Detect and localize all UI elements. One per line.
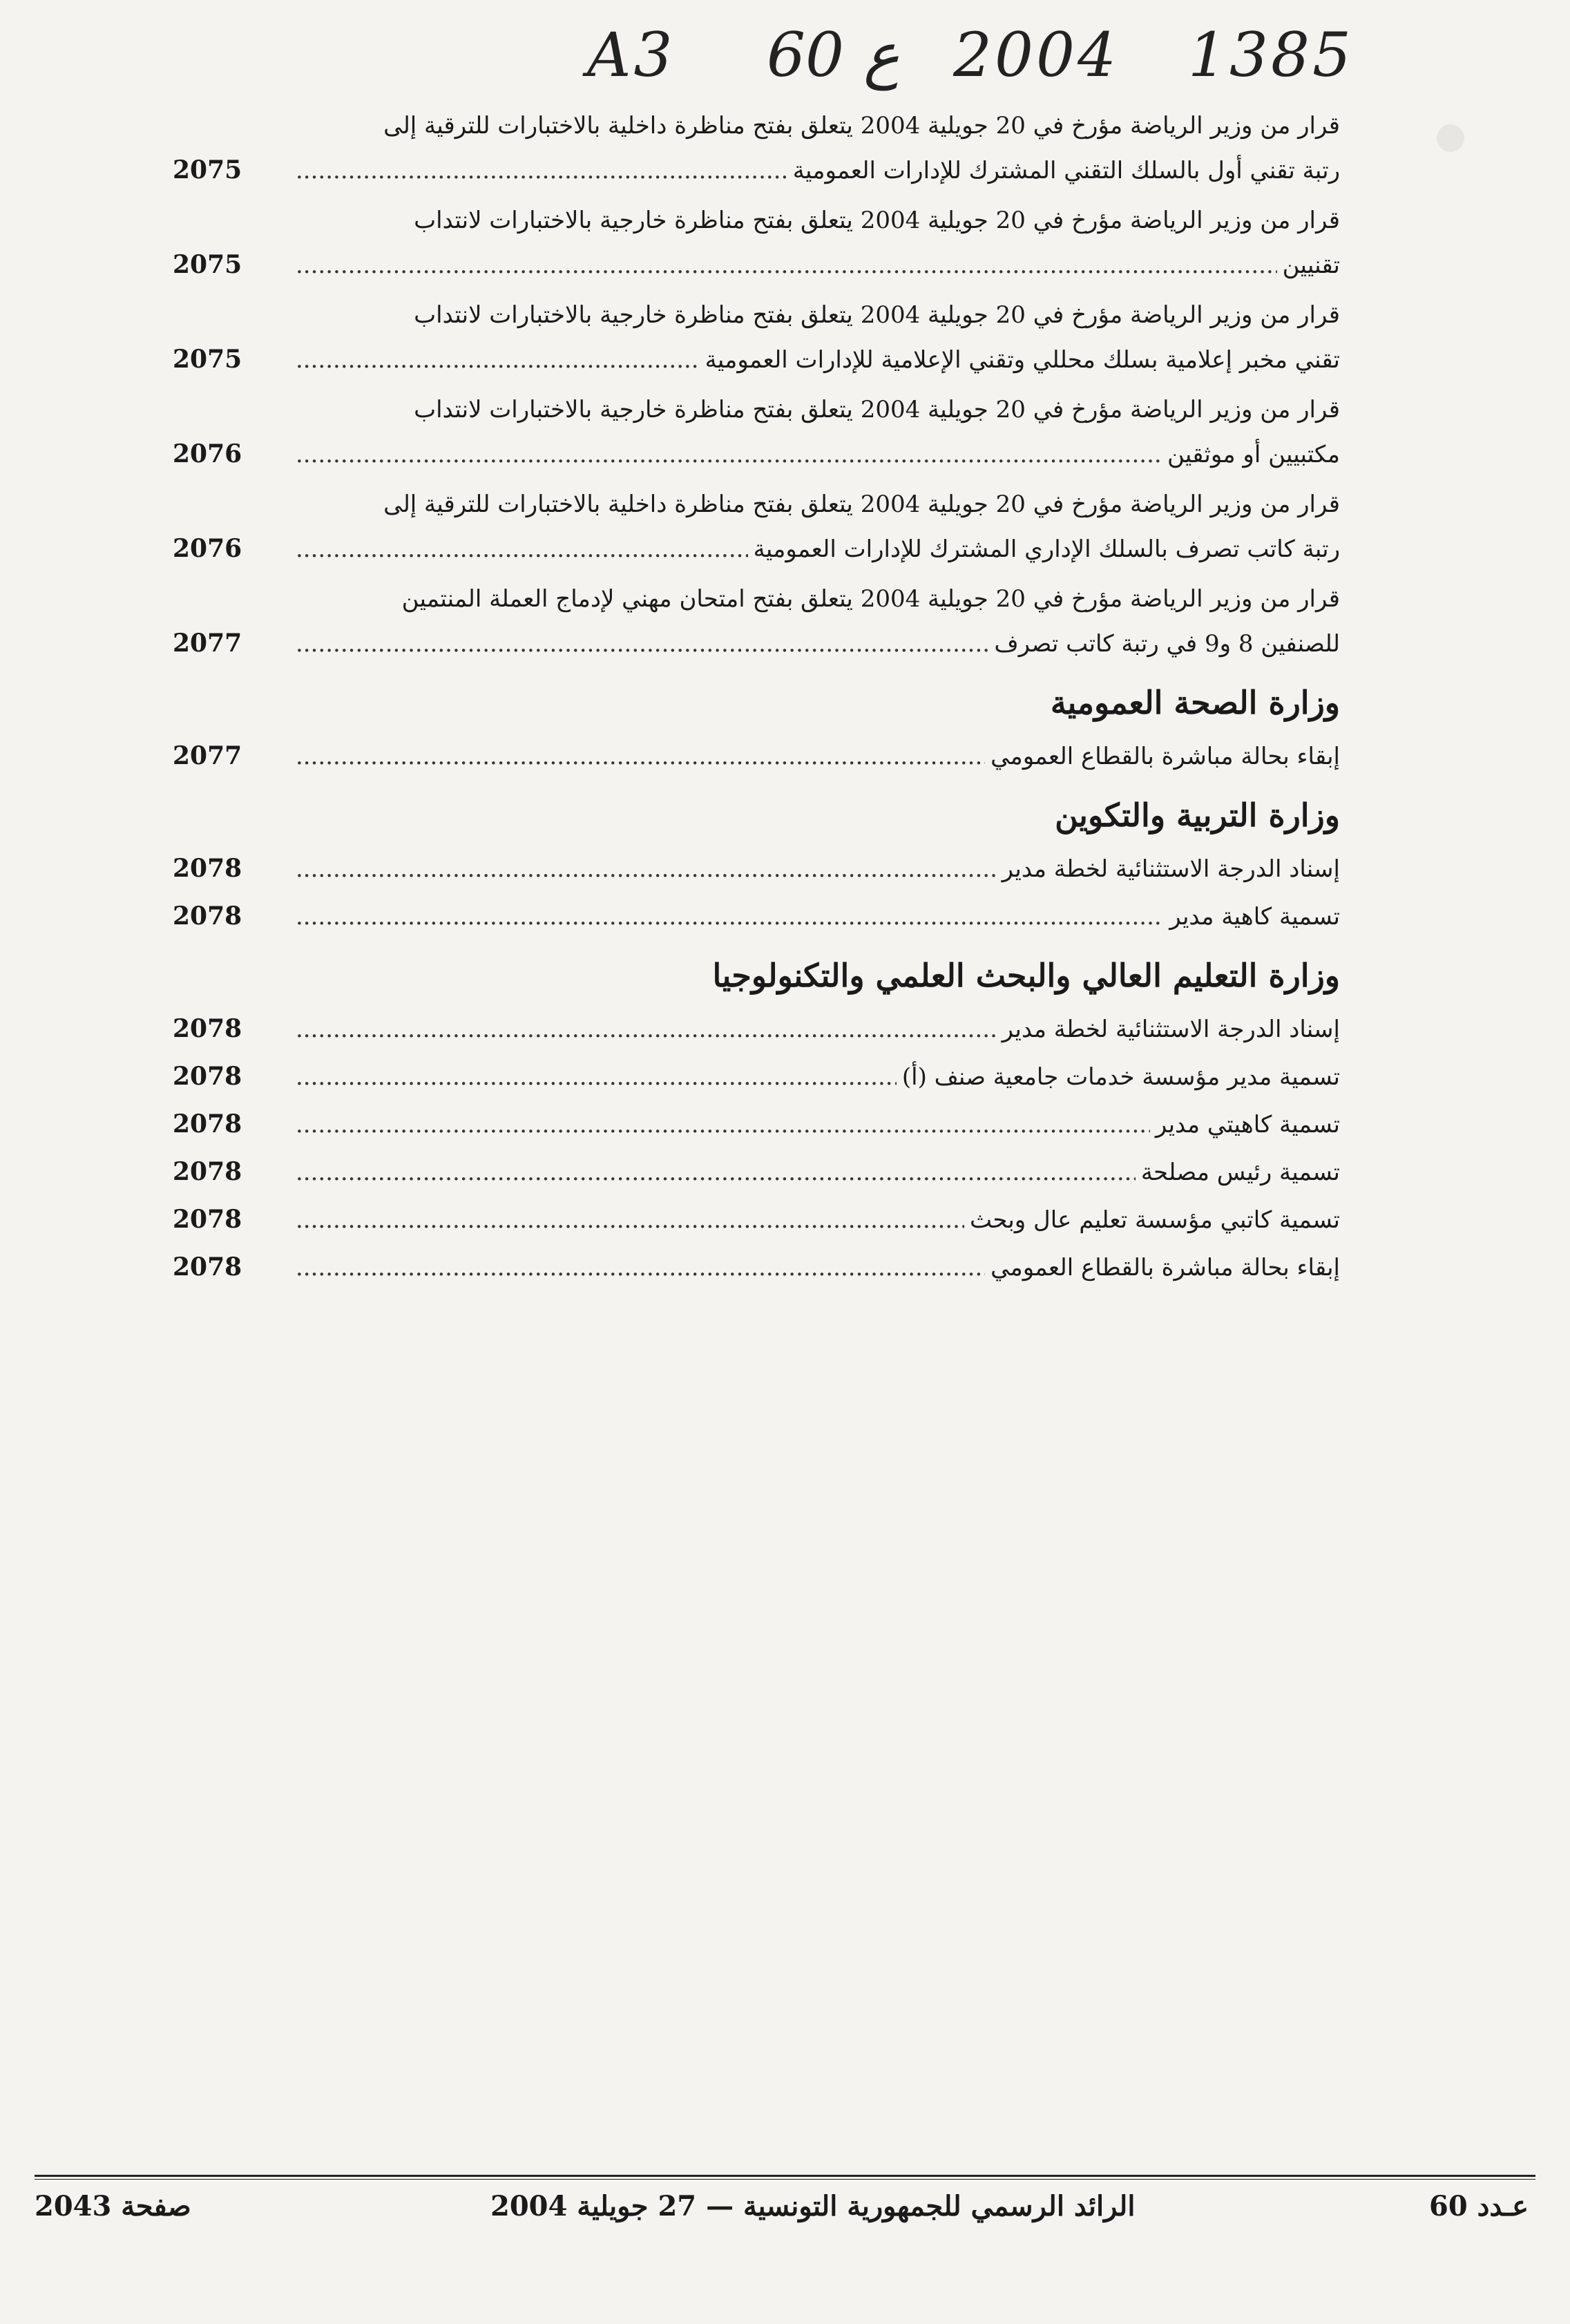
toc-entry [173, 293, 1340, 382]
toc-entry [173, 1245, 1340, 1290]
toc-entry [173, 482, 1340, 571]
toc-page-number: 2078 [173, 1062, 242, 1091]
toc-entry [173, 1102, 1340, 1147]
dot-leader [296, 338, 700, 382]
dot-leader [296, 734, 985, 779]
toc-entry-title: إسناد الدرجة الاستثنائية لخطة مدير [1002, 855, 1340, 883]
toc-entry-text: قرار من وزير الرياضة مؤرخ في 20 جويلية 2004 يتعلق بفتح مناظرة خارجية بالاختبارات لانتداب [414, 396, 1340, 423]
toc-entry-title: تسمية مدير مؤسسة خدمات جامعية صنف (أ) [901, 1063, 1340, 1091]
toc-entry [173, 198, 1340, 287]
toc-entry [173, 104, 1340, 193]
toc-entry-title: مكتبيين أو موثقين [1167, 441, 1340, 468]
toc-entry-line [173, 846, 1340, 891]
toc-page-number: 2078 [173, 1205, 242, 1234]
dot-leader [296, 1150, 1136, 1194]
toc-entry-title: تسمية كاهية مدير [1169, 903, 1340, 931]
toc-entry-line [173, 1150, 1340, 1194]
footer-rule [35, 2175, 1535, 2177]
footer-rule-thin [35, 2179, 1535, 2180]
toc-entry-line [173, 894, 1340, 939]
toc-page-number: 2078 [173, 902, 242, 931]
toc-entry-title: رتبة كاتب تصرف بالسلك الإداري المشترك للإدارات العمومية [753, 535, 1340, 563]
toc-page-number: 2078 [173, 1109, 242, 1139]
toc-entry-line [173, 337, 1340, 382]
toc-page-number: 2075 [173, 250, 242, 279]
toc-entry [173, 734, 1340, 779]
ministry-heading: وزارة التعليم العالي والبحث العلمي والتكنولوجيا [712, 957, 1340, 994]
footer-journal-title: الرائد الرسمي للجمهورية التونسية — 27 جويلية 2004 [490, 2190, 1136, 2222]
toc-page-number: 2078 [173, 1014, 242, 1043]
toc-page-number: 2076 [173, 534, 242, 563]
toc-entry [173, 1197, 1340, 1242]
toc-entry-title: رتبة تقني أول بالسلك التقني المشترك للإدارات العمومية [792, 157, 1340, 184]
toc-entry-line [173, 526, 1340, 571]
toc-page-number: 2077 [173, 741, 242, 770]
dot-leader [296, 149, 787, 193]
table-of-contents [173, 104, 1340, 1293]
dot-leader [296, 847, 997, 891]
toc-entry [173, 1054, 1340, 1099]
toc-page-number: 2077 [173, 629, 242, 658]
toc-entry-line [173, 1102, 1340, 1147]
toc-entry-title: تسمية رئيس مصلحة [1140, 1159, 1340, 1186]
dot-leader [296, 1055, 897, 1099]
dot-leader [296, 432, 1162, 477]
toc-entry-title: تسمية كاتبي مؤسسة تعليم عال وبحث [970, 1206, 1340, 1234]
toc-entry-line [173, 242, 1340, 287]
dot-leader [296, 895, 1164, 939]
toc-page-number: 2075 [173, 345, 242, 374]
toc-entry-line [173, 1245, 1340, 1290]
handwritten-issue: 60 ع [767, 19, 900, 91]
toc-page-number: 2078 [173, 854, 242, 883]
toc-entry-title: تقنيين [1282, 251, 1340, 279]
toc-entry-title: إسناد الدرجة الاستثنائية لخطة مدير [1002, 1016, 1340, 1043]
dot-leader [296, 1198, 964, 1242]
toc-entry-text: قرار من وزير الرياضة مؤرخ في 20 جويلية 2004 يتعلق بفتح مناظرة داخلية بالاختبارات للترقية إلى [383, 490, 1340, 518]
toc-entry-title: تسمية كاهيتي مدير [1155, 1111, 1340, 1139]
dot-leader [296, 243, 1277, 287]
ministry-heading: وزارة التربية والتكوين [1055, 797, 1340, 834]
toc-page-number: 2075 [173, 155, 242, 184]
toc-page-number: 2078 [173, 1253, 242, 1282]
dot-leader [296, 1246, 985, 1290]
toc-entry-line [173, 734, 1340, 779]
toc-entry-line [173, 432, 1340, 477]
dot-leader [296, 527, 748, 571]
toc-entry-text: قرار من وزير الرياضة مؤرخ في 20 جويلية 2004 يتعلق بفتح امتحان مهني لإدماج العملة المنتمين [401, 585, 1340, 613]
toc-page-number: 2078 [173, 1157, 242, 1186]
toc-entry [173, 1007, 1340, 1051]
footer-issue-number: عـدد 60 [1429, 2190, 1529, 2222]
toc-entry [173, 894, 1340, 939]
toc-entry-line [173, 1054, 1340, 1099]
toc-entry-text: قرار من وزير الرياضة مؤرخ في 20 جويلية 2004 يتعلق بفتح مناظرة خارجية بالاختبارات لانتداب [414, 301, 1340, 329]
toc-entry-line [173, 1197, 1340, 1242]
handwritten-year: 2004 [953, 19, 1119, 91]
handwritten-annotation [580, 19, 1381, 95]
toc-entry [173, 1150, 1340, 1194]
toc-entry [173, 388, 1340, 477]
toc-entry-text: قرار من وزير الرياضة مؤرخ في 20 جويلية 2004 يتعلق بفتح مناظرة خارجية بالاختبارات لانتداب [414, 207, 1340, 234]
dot-leader [296, 622, 988, 666]
toc-entry-title: إبقاء بحالة مباشرة بالقطاع العمومي [990, 1254, 1340, 1282]
handwritten-code: A3 [587, 19, 676, 91]
ministry-heading: وزارة الصحة العمومية [1050, 684, 1340, 721]
toc-entry [173, 577, 1340, 666]
dot-leader [296, 1007, 997, 1051]
toc-entry-line [173, 148, 1340, 193]
footer-page-number: صفحة 2043 [35, 2190, 191, 2222]
handwritten-number: 1385 [1188, 19, 1354, 91]
toc-entry-line [173, 1007, 1340, 1051]
page-footer [35, 2190, 1535, 2238]
toc-entry [173, 846, 1340, 891]
toc-entry-text: قرار من وزير الرياضة مؤرخ في 20 جويلية 2004 يتعلق بفتح مناظرة داخلية بالاختبارات للترقية إلى [383, 112, 1340, 140]
toc-entry-title: للصنفين 8 و9 في رتبة كاتب تصرف [994, 630, 1340, 658]
scan-smudge [1437, 124, 1464, 152]
toc-entry-title: تقني مخبر إعلامية بسلك محللي وتقني الإعلامية للإدارات العمومية [705, 346, 1340, 374]
toc-entry-title: إبقاء بحالة مباشرة بالقطاع العمومي [990, 743, 1340, 770]
toc-page-number: 2076 [173, 439, 242, 468]
toc-entry-line [173, 621, 1340, 666]
dot-leader [296, 1103, 1150, 1147]
